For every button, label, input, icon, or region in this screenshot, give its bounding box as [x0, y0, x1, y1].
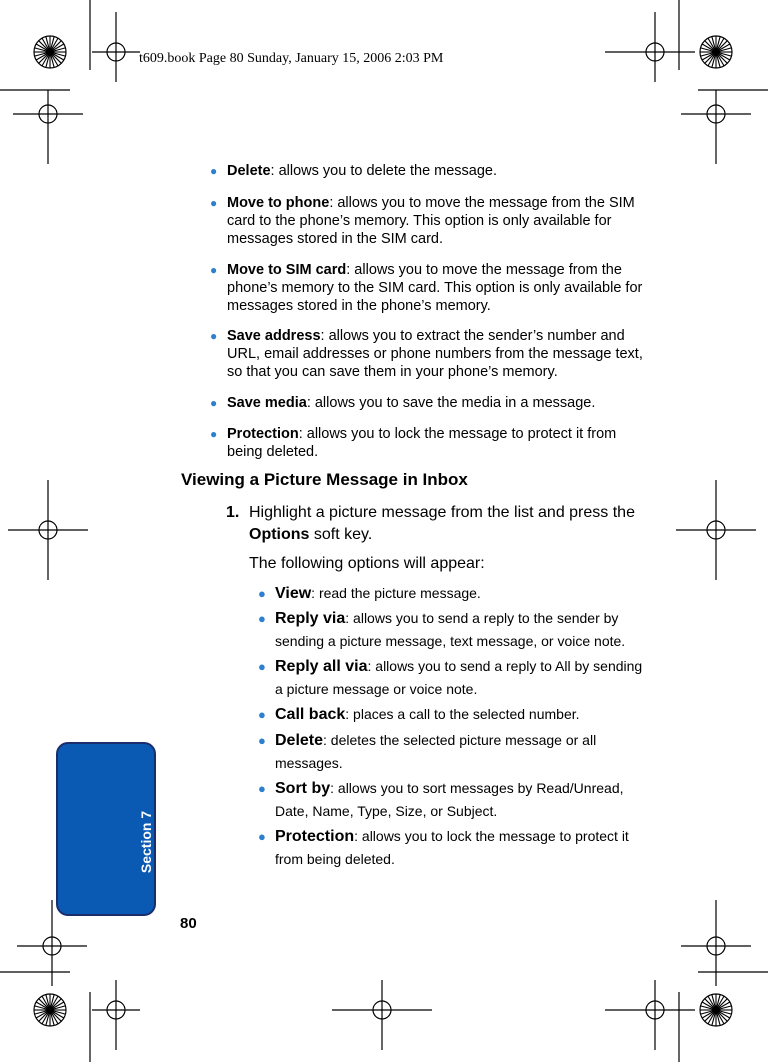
- following-text: The following options will appear:: [249, 555, 485, 572]
- bullet-icon: ●: [258, 611, 266, 626]
- section-tab-label: Section 7: [138, 810, 154, 874]
- option-term: Save address: [227, 328, 321, 344]
- option-term: Save media: [227, 395, 307, 411]
- bullet-icon: ●: [258, 829, 266, 844]
- option-desc: : allows you to move the message from the phone’s memory to the SIM card. This option is only available for messages stored in the phone’s memory.: [227, 262, 643, 314]
- picture-option-item: [258, 777, 648, 823]
- starburst-icon: [34, 994, 66, 1026]
- message-option-item: [210, 425, 654, 461]
- starburst-icon: [34, 36, 66, 68]
- picture-option-item: [258, 582, 648, 605]
- picture-option-item: [258, 703, 648, 726]
- message-option-item: [210, 327, 654, 381]
- option-desc: : allows you to send a reply to the sender by sending a picture message, text message, or voice note.: [275, 610, 626, 649]
- page-number: 80: [180, 915, 197, 932]
- picture-option-item: [258, 729, 648, 775]
- bullet-icon: ●: [258, 781, 266, 796]
- option-desc: : read the picture message.: [311, 585, 481, 601]
- message-option-item: [210, 394, 654, 412]
- bullet-icon: ●: [210, 396, 218, 410]
- option-term: Move to phone: [227, 195, 330, 211]
- bullet-icon: ●: [210, 164, 218, 178]
- option-term: Call back: [275, 706, 346, 723]
- option-term: Reply all via: [275, 658, 368, 675]
- option-term: Delete: [227, 163, 271, 179]
- step-number: 1.: [226, 504, 240, 521]
- option-desc: : allows you to sort messages by Read/Unread, Date, Name, Type, Size, or Subject.: [275, 780, 624, 819]
- message-option-item: [210, 194, 654, 248]
- option-desc: : allows you to delete the message.: [270, 163, 498, 179]
- bullet-icon: ●: [258, 707, 266, 722]
- section-heading: Viewing a Picture Message in Inbox: [181, 470, 468, 489]
- option-term: Reply via: [275, 610, 346, 627]
- bullet-icon: ●: [258, 659, 266, 674]
- picture-option-item: [258, 825, 648, 871]
- options-key: Options: [249, 526, 310, 543]
- option-term: View: [275, 585, 312, 602]
- option-desc: : allows you to move the message from the SIM card to the phone’s memory. This option is only available for messages stored in the SIM card.: [227, 195, 635, 247]
- option-desc: : allows you to send a reply to All by sending a picture message or voice note.: [275, 658, 643, 697]
- option-desc: : deletes the selected picture message or all messages.: [275, 732, 597, 771]
- message-option-item: [210, 162, 654, 180]
- bullet-icon: ●: [210, 427, 218, 441]
- bullet-icon: ●: [258, 733, 266, 748]
- option-desc: : allows you to extract the sender’s number and URL, email addresses or phone numbers from the message text, so that you can save them in your phone’s memory.: [227, 328, 643, 380]
- option-desc: : allows you to lock the message to protect it from being deleted.: [227, 426, 617, 460]
- step-1: [226, 502, 646, 546]
- option-term: Sort by: [275, 780, 331, 797]
- step-text: Highlight a picture message from the list and press the Options soft key.: [249, 504, 635, 543]
- option-desc: : places a call to the selected number.: [345, 706, 580, 722]
- option-term: Protection: [275, 828, 355, 845]
- bullet-icon: ●: [258, 586, 266, 601]
- option-desc: : allows you to save the media in a message.: [306, 395, 596, 411]
- print-header: t609.book Page 80 Sunday, January 15, 2006 2:03 PM: [139, 51, 444, 66]
- bullet-icon: ●: [210, 329, 218, 343]
- bullet-icon: ●: [210, 263, 218, 277]
- starburst-icon: [700, 994, 732, 1026]
- starburst-icon: [700, 36, 732, 68]
- picture-option-item: [258, 655, 648, 701]
- bullet-icon: ●: [210, 196, 218, 210]
- option-desc: : allows you to lock the message to protect it from being deleted.: [275, 828, 629, 867]
- message-option-item: [210, 261, 654, 315]
- option-term: Move to SIM card: [227, 262, 347, 278]
- picture-option-item: [258, 607, 648, 653]
- option-term: Delete: [275, 732, 324, 749]
- option-term: Protection: [227, 426, 299, 442]
